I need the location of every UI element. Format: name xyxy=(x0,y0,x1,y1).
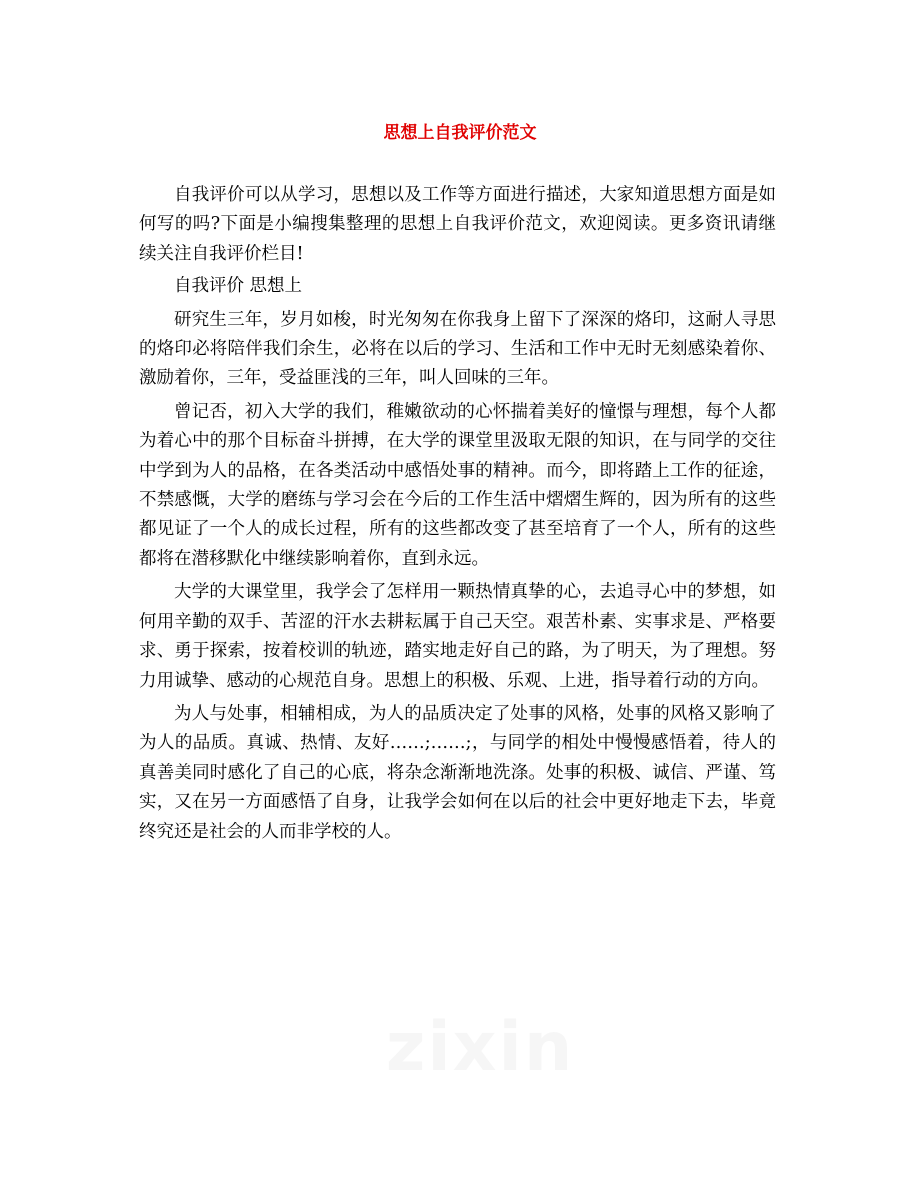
watermark-logo xyxy=(330,1008,630,1087)
body-paragraph-1: 研究生三年，岁月如梭，时光匆匆在你我身上留下了深深的烙印，这耐人寻思的烙印必将陪伴我们余生，必将在以后的学习、生活和工作中无时无刻感染着你、激励着你，三年，受益匪浅的三年，叫人回味的三年。 xyxy=(139,309,776,389)
document-body xyxy=(139,181,776,847)
body-paragraph-2: 曾记否，初入大学的我们，稚嫩欲动的心怀揣着美好的憧憬与理想，每个人都为着心中的那个目标奋斗拼搏，在大学的课堂里汲取无限的知识，在与同学的交往中学到为人的品格，在各类活动中感悟处事的精神。而今，即将踏上工作的征途，不禁感慨，大学的磨练与学习会在今后的工作生活中熠熠生辉的，因为所有的这些都见证了一个人的成长过程，所有的这些都改变了甚至培育了一个人，所有的这些都将在潜移默化中继续影响着你，直到永远。 xyxy=(139,401,776,569)
body-paragraph-3: 大学的大课堂里，我学会了怎样用一颗热情真挚的心，去追寻心中的梦想，如何用辛勤的双手、苦涩的汗水去耕耘属于自己天空。艰苦朴素、实事求是、严格要求、勇于探索，按着校训的轨迹，踏实地走好自己的路，为了明天，为了理想。努力用诚挚、感动的心规范自身。思想上的积极、乐观、上进，指导着行动的方向。 xyxy=(139,582,776,691)
intro-paragraph: 自我评价可以从学习，思想以及工作等方面进行描述，大家知道思想方面是如何写的吗?下面是小编搜集整理的思想上自我评价范文，欢迎阅读。更多资讯请继续关注自我评价栏目! xyxy=(139,185,776,264)
body-paragraph-4: 为人与处事，相辅相成，为人的品质决定了处事的风格，处事的风格又影响了为人的品质。真诚、热情、友好……;……;，与同学的相处中慢慢感悟着，待人的真善美同时感化了自己的心底，将杂念渐渐地洗涤。处事的积极、诚信、严谨、笃实，又在另一方面感悟了自身，让我学会如何在以后的社会中更好地走下去，毕竟终究还是社会的人而非学校的人。 xyxy=(139,703,776,842)
document-title: 思想上自我评价范文 xyxy=(383,123,537,143)
section-heading: 自我评价 思想上 xyxy=(174,276,303,297)
